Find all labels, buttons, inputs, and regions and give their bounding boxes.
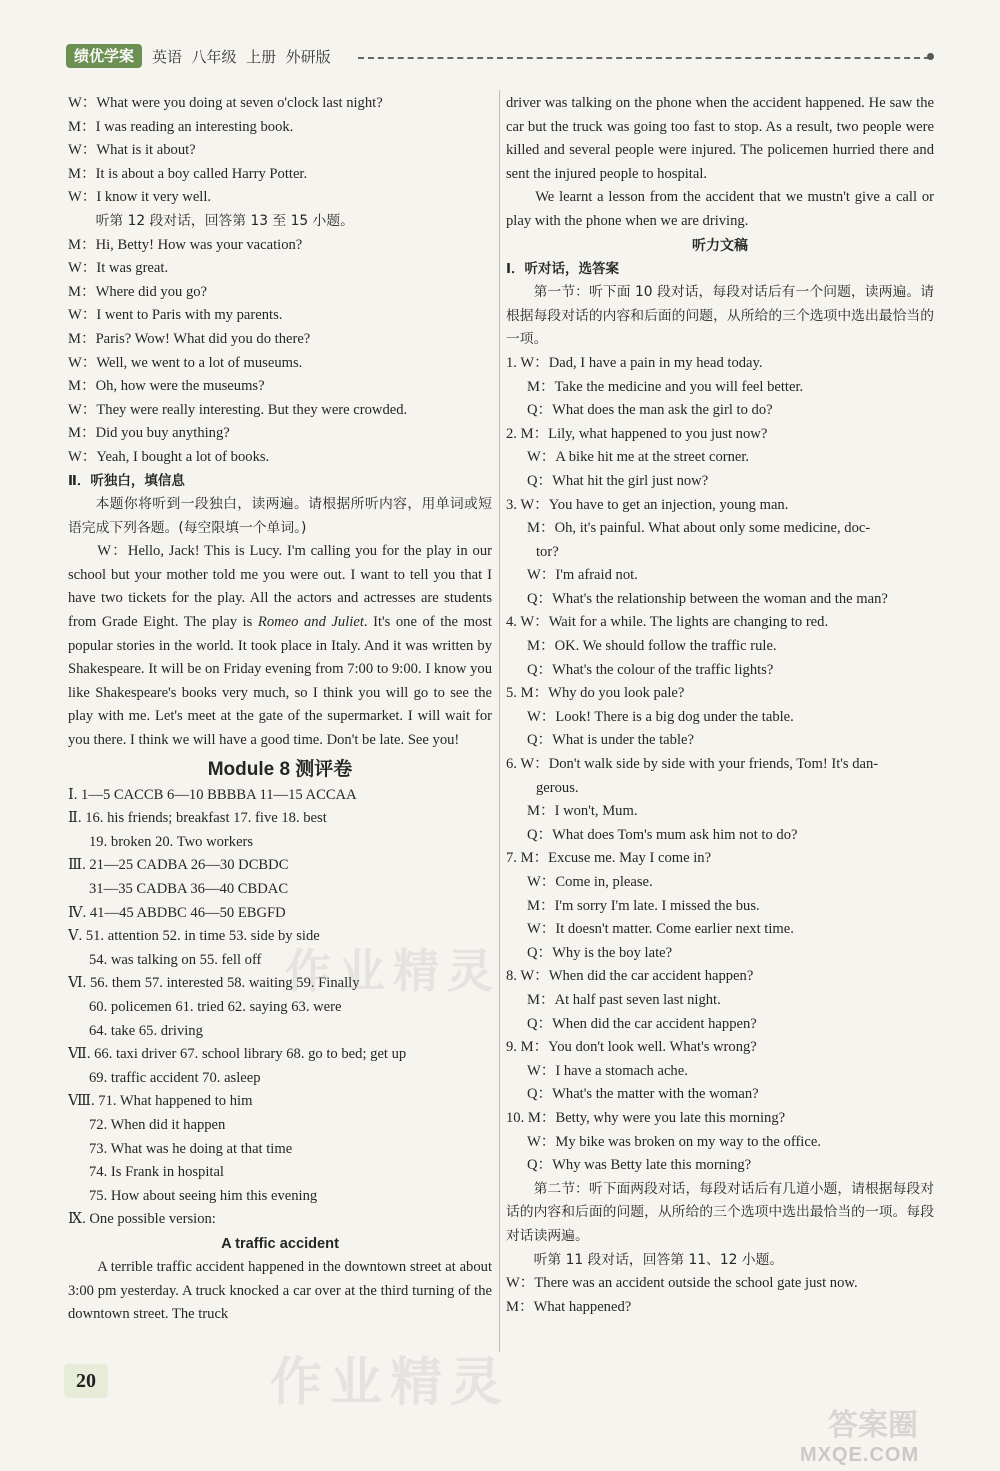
- left-column: [68, 92, 492, 1327]
- transcript-items: [506, 352, 934, 1178]
- text-line: 1. W：Dad, I have a pain in my head today.: [506, 354, 763, 371]
- section2-instruction: 本题你将听到一段独白，读两遍。请根据所听内容，用单词或短语完成下列各题。(每空限填一个单词。): [68, 496, 492, 536]
- header-dot: [927, 53, 934, 60]
- text-line: tor?: [536, 543, 559, 560]
- text-line: Q：What's the matter with the woman?: [527, 1086, 759, 1103]
- monologue-part-1: W：Hello, Jack! This is Lucy. I'm calling you for the play in our school but your mother told me you were out. I want to tell you that I have two tickets for the play. All the actors and actresses are students from Grade Eight. The play is: [68, 543, 492, 631]
- section2-part-instruction: 第二节：听下面两段对话，每段对话后有几道小题，请根据每段对话的内容和后面的问题，从所给的三个选项中选出最恰当的一项。每段对话读两遍。: [506, 1180, 934, 1244]
- text-line: 60. policemen 61. tried 62. saying 63. were: [89, 998, 342, 1015]
- text-line: Ⅳ. 41—45 ABDBC 46—50 EBGFD: [68, 904, 286, 921]
- text-line: W：Well, we went to a lot of museums.: [68, 354, 303, 371]
- text-line: Q：What does Tom's mum ask him not to do?: [527, 826, 798, 843]
- text-line: 3. W：You have to get an injection, young man.: [506, 496, 789, 513]
- text-line: W：A bike hit me at the street corner.: [527, 449, 750, 466]
- text-line: Ⅲ. 21—25 CADBA 26—30 DCBDC: [68, 857, 289, 874]
- watermark-middle: 作业精灵: [285, 944, 501, 998]
- text-line: W：Look! There is a big dog under the table.: [527, 708, 794, 725]
- text-line: M：It is about a boy called Harry Potter.: [68, 165, 308, 182]
- answer-key: [68, 784, 492, 1232]
- text-line: Q：What does the man ask the girl to do?: [527, 402, 773, 419]
- essay-continuation: driver was talking on the phone when the accident happened. He saw the car but the truck was going too fast to stop. As a result, two people were killed and several people were injured. The policemen hurried there and sent the injured people to hospital.: [506, 95, 934, 182]
- text-line: Ⅶ. 66. taxi driver 67. school library 68. go to bed; get up: [68, 1046, 407, 1063]
- text-line: 10. M：Betty, why were you late this morning?: [506, 1109, 786, 1126]
- text-line: 75. How about seeing him this evening: [89, 1187, 318, 1204]
- text-line: M：Did you buy anything?: [68, 425, 230, 442]
- text-line: W：I'm afraid not.: [527, 567, 638, 584]
- page-number: 20: [64, 1364, 108, 1398]
- text-line: W：I know it very well.: [68, 189, 212, 206]
- text-line: 8. W：When did the car accident happen?: [506, 968, 754, 985]
- transcript-title: 听力文稿: [692, 237, 748, 254]
- dialog-1: [68, 92, 492, 210]
- text-line: M：I won't, Mum.: [527, 803, 638, 820]
- stamp-url: MXQE.COM: [800, 1444, 920, 1466]
- column-divider: [499, 90, 500, 1352]
- text-line: 73. What was he doing at that time: [89, 1140, 293, 1157]
- dialog-11: [506, 1272, 934, 1319]
- text-line: 74. Is Frank in hospital: [89, 1164, 224, 1181]
- text-line: 72. When did it happen: [89, 1116, 226, 1133]
- text-line: M：OK. We should follow the traffic rule.: [527, 638, 777, 655]
- q11-instruction: 听第 11 段对话，回答第 11、12 小题。: [533, 1251, 784, 1268]
- text-line: Ⅵ. 56. them 57. interested 58. waiting 59. Finally: [68, 975, 360, 992]
- text-line: 19. broken 20. Two workers: [89, 833, 254, 850]
- text-line: Q：What is under the table?: [527, 732, 694, 749]
- text-line: Q：Why is the boy late?: [527, 944, 673, 961]
- text-line: M：Where did you go?: [68, 283, 208, 300]
- text-line: W：They were really interesting. But they were crowded.: [68, 401, 408, 418]
- text-line: M：At half past seven last night.: [527, 991, 721, 1008]
- text-line: 31—35 CADBA 36—40 CBDAC: [89, 881, 289, 897]
- text-line: Ⅱ. 16. his friends; breakfast 17. five 18. best: [68, 810, 327, 827]
- text-line: 5. M：Why do you look pale?: [506, 685, 685, 702]
- brand-label: 绩优学案: [66, 44, 142, 68]
- text-line: 69. traffic accident 70. asleep: [89, 1069, 261, 1086]
- text-line: Q：What hit the girl just now?: [527, 472, 709, 489]
- text-line: 6. W：Don't walk side by side with your friends, Tom! It's dan-: [506, 756, 879, 773]
- text-line: M：What happened?: [506, 1298, 632, 1315]
- text-line: Q：What's the relationship between the woman and the man?: [527, 590, 888, 607]
- right-column: [506, 92, 934, 1319]
- play-title: Romeo and Juliet: [257, 614, 364, 631]
- monologue: [68, 540, 492, 752]
- text-line: M：I was reading an interesting book.: [68, 118, 294, 135]
- answer-stamp-logo: 答案圈: [828, 1408, 918, 1443]
- text-line: Q：When did the car accident happen?: [527, 1015, 757, 1032]
- text-line: M：Oh, how were the museums?: [68, 378, 265, 395]
- text-line: M：Hi, Betty! How was your vacation?: [68, 236, 303, 253]
- book-info: 英语 八年级 上册 外研版: [152, 48, 331, 66]
- watermark-bottom: 作业精灵: [270, 1353, 511, 1413]
- text-line: W：There was an accident outside the school gate just now.: [506, 1275, 858, 1292]
- monologue-part-2: . It's one of the most popular stories in the world. It took place in Italy. And it was written by Shakespeare. It will be on Friday evening from 7:00 to 9:00. I know you like Shakespeare's books very much, so I think you will go to see the play with me. Let's meet at the gate of the supermarket. I will wait for you there. I think we will have a good time. Don't be late. See you!: [68, 614, 492, 749]
- section2-heading: Ⅱ．听独白，填信息: [68, 472, 185, 489]
- text-line: 4. W：Wait for a while. The lights are changing to red.: [506, 614, 829, 631]
- text-line: W：It doesn't matter. Come earlier next time.: [527, 921, 794, 938]
- q12-instruction: 听第 12 段对话，回答第 13 至 15 小题。: [95, 212, 354, 229]
- dialog-2: [68, 234, 492, 470]
- essay-paragraph-1: A terrible traffic accident happened in the downtown street at about 3:00 pm yesterday. A truck knocked a car over at the third turning of the downtown street. The truck: [68, 1258, 492, 1323]
- essay-paragraph-2: We learnt a lesson from the accident that we mustn't give a call or play with the phone when we are driving.: [506, 189, 934, 229]
- module-title: Module 8 测评卷: [207, 758, 353, 780]
- text-line: M：Oh, it's painful. What about only some medicine, doc-: [527, 520, 871, 537]
- text-line: W：What were you doing at seven o'clock last night?: [68, 95, 383, 111]
- text-line: W：I went to Paris with my parents.: [68, 307, 283, 324]
- text-line: M：Take the medicine and you will feel better.: [527, 378, 804, 395]
- text-line: 54. was talking on 55. fell off: [89, 951, 262, 968]
- text-line: Ⅷ. 71. What happened to him: [68, 1093, 253, 1110]
- text-line: Ⅸ. One possible version:: [68, 1211, 216, 1228]
- text-line: Ⅴ. 51. attention 52. in time 53. side by side: [68, 928, 320, 945]
- header-dashed-rule: [358, 57, 930, 59]
- text-line: gerous.: [536, 779, 579, 796]
- text-line: Ⅰ. 1—5 CACCB 6—10 BBBBA 11—15 ACCAA: [68, 786, 357, 803]
- text-line: Q：What's the colour of the traffic lights?: [527, 661, 774, 678]
- text-line: W：What is it about?: [68, 142, 196, 159]
- text-line: M：Paris? Wow! What did you do there?: [68, 330, 311, 347]
- text-line: W：It was great.: [68, 260, 169, 277]
- text-line: 64. take 65. driving: [89, 1022, 203, 1039]
- section1-heading: Ⅰ．听对话，选答案: [506, 260, 620, 277]
- essay-title: A traffic accident: [221, 1235, 339, 1252]
- text-line: 2. M：Lily, what happened to you just now?: [506, 425, 768, 442]
- text-line: W：Yeah, I bought a lot of books.: [68, 448, 270, 465]
- page-header: [66, 44, 934, 72]
- text-line: 9. M：You don't look well. What's wrong?: [506, 1039, 757, 1056]
- section1-instruction: 第一节：听下面 10 段对话，每段对话后有一个问题，读两遍。请根据每段对话的内容和后面的问题，从所给的三个选项中选出最恰当的一项。: [506, 284, 934, 348]
- text-line: Q：Why was Betty late this morning?: [527, 1157, 752, 1174]
- text-line: W：I have a stomach ache.: [527, 1062, 688, 1079]
- text-line: W：Come in, please.: [527, 874, 653, 890]
- text-line: M：I'm sorry I'm late. I missed the bus.: [527, 897, 760, 914]
- text-line: 7. M：Excuse me. May I come in?: [506, 850, 712, 867]
- text-line: W：My bike was broken on my way to the office.: [527, 1133, 821, 1150]
